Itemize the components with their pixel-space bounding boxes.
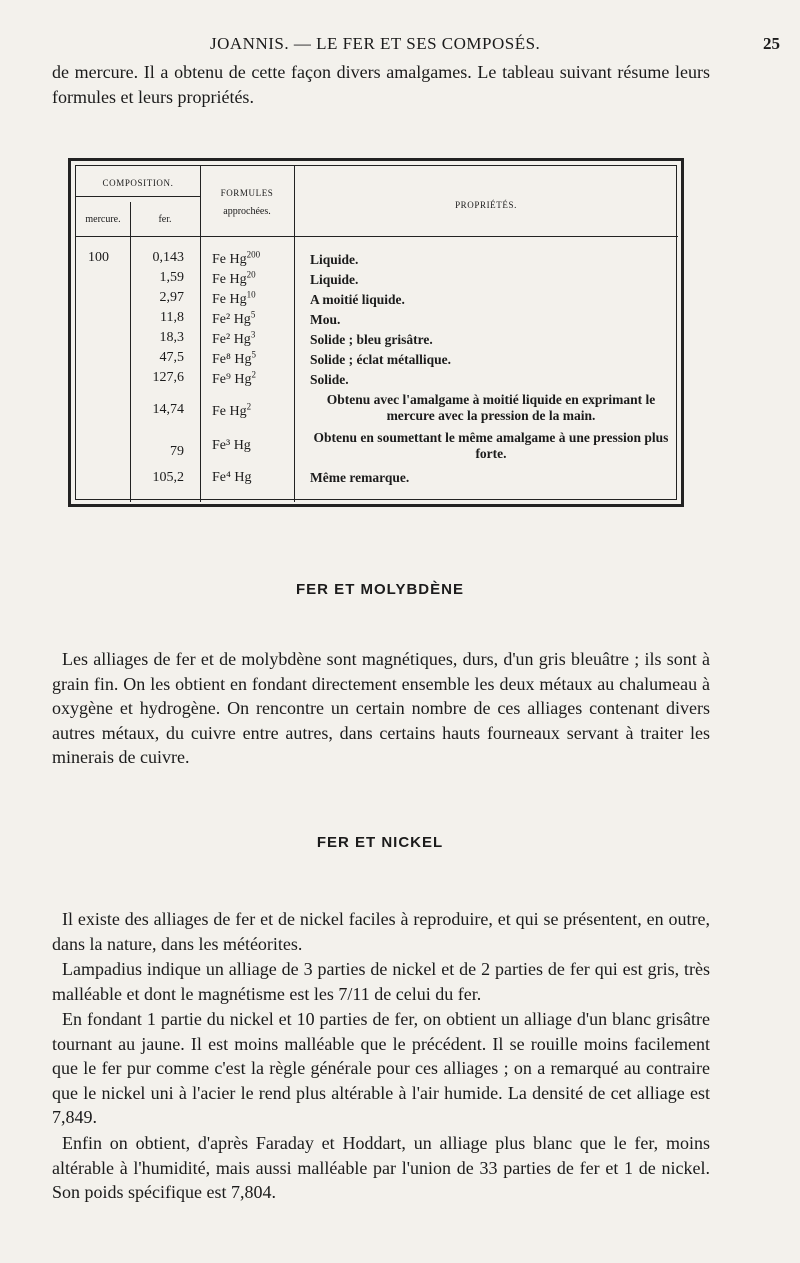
amalgam-table — [68, 158, 684, 507]
formula: Fe³ Hg — [212, 438, 251, 453]
header-approchees: approchées. — [223, 206, 271, 217]
fer-value: 79 — [170, 444, 184, 459]
fer-value: 105,2 — [152, 470, 184, 485]
fer-value: 2,97 — [159, 290, 184, 305]
property: Solide. — [310, 372, 349, 387]
molybdene-paragraph: Les alliages de fer et de molybdène sont magnétiques, durs, d'un gris bleuâtre ; ils sont à grain fin. On les obtient en fondant directement ensemble les deux métaux au chalumeau à oxygène et hydrogène. On rencontre un certain nombre de ces alliages contenant divers autres métaux, du cuivre entre autres, dans certains hauts fourneaux servant à traiter les minerais de cuivre. — [52, 649, 710, 768]
fer-value: 0,143 — [152, 250, 184, 265]
section-heading-nickel: FER ET NICKEL — [316, 834, 444, 851]
nickel-paragraph: Lampadius indique un alliage de 3 parties de nickel et de 2 parties de fer qui est gris, très malléable et dont le magnétisme est les 7/11 de celui du fer. — [52, 959, 710, 1004]
fer-value: 1,59 — [159, 270, 184, 285]
formula: Fe Hg$^{10}$ — [212, 289, 256, 307]
property: Obtenu avec l'amalgame à moitié liquide en exprimant le mercure avec la pression de la main. — [326, 392, 656, 423]
fer-value: 11,8 — [160, 310, 184, 325]
nickel-paragraph: En fondant 1 partie du nickel et 10 parties de fer, on obtient un alliage d'un blanc grisâtre tournant au jaune. Il est moins malléable que le précédent. Il se rouille moins facilement que le fer pur comme c'est la règle générale pour ces alliages ; on a remarqué au contraire que le nickel uni à l'acier le rend plus altérable à l'air humide. La densité de cet alliage est 7,849. — [52, 1009, 710, 1128]
page-number: 25 — [763, 34, 780, 53]
fer-value: 18,3 — [159, 330, 184, 345]
header-formules: FORMULES — [220, 188, 274, 198]
formula: Fe⁸ Hg$^5$ — [212, 349, 256, 367]
fer-value: 14,74 — [152, 402, 184, 417]
property: Liquide. — [310, 272, 359, 287]
table-inner-frame — [75, 165, 677, 500]
header-composition: COMPOSITION. — [102, 178, 174, 188]
formula: Fe Hg$^{200}$ — [212, 249, 261, 267]
intro-paragraph: de mercure. Il a obtenu de cette façon divers amalgames. Le tableau suivant résume leurs formules et leurs propriétés. — [52, 62, 710, 107]
header-fer: fer. — [158, 214, 172, 225]
fer-value: 127,6 — [152, 370, 184, 385]
property: Liquide. — [310, 252, 359, 267]
mercure-value: 100 — [88, 250, 109, 265]
formula: Fe² Hg$^3$ — [212, 329, 256, 347]
property: Solide ; éclat métallique. — [310, 352, 451, 367]
property: Même remarque. — [310, 470, 410, 485]
header-mercure: mercure. — [85, 214, 121, 225]
property: Mou. — [310, 312, 341, 327]
formula: Fe Hg$^2$ — [212, 401, 252, 419]
nickel-paragraph: Enfin on obtient, d'après Faraday et Hoddart, un alliage plus blanc que le fer, moins altérable à l'humidité, mais aussi malléable par l'union de 33 parties de fer et 1 de nickel. Son poids spécifique est 7,804. — [52, 1133, 710, 1203]
running-head — [0, 34, 800, 58]
fer-value: 47,5 — [159, 350, 184, 365]
formula: Fe⁹ Hg$^2$ — [212, 369, 256, 387]
nickel-paragraph: Il existe des alliages de fer et de nickel faciles à reproduire, et qui se présentent, en outre, dans la nature, dans les météorites. — [52, 909, 710, 954]
property: Solide ; bleu grisâtre. — [310, 332, 433, 347]
section-heading-molybdene: FER ET MOLYBDÈNE — [296, 581, 464, 598]
property: Obtenu en soumettant le même amalgame à une pression plus forte. — [313, 430, 669, 461]
property: A moitié liquide. — [310, 292, 405, 307]
formula: Fe Hg$^{20}$ — [212, 269, 256, 287]
formula: Fe⁴ Hg — [212, 470, 252, 485]
formula: Fe² Hg$^5$ — [212, 309, 256, 327]
running-title: JOANNIS. — LE FER ET SES COMPOSÉS. — [210, 34, 541, 53]
header-proprietes: PROPRIÉTÉS. — [455, 200, 517, 210]
